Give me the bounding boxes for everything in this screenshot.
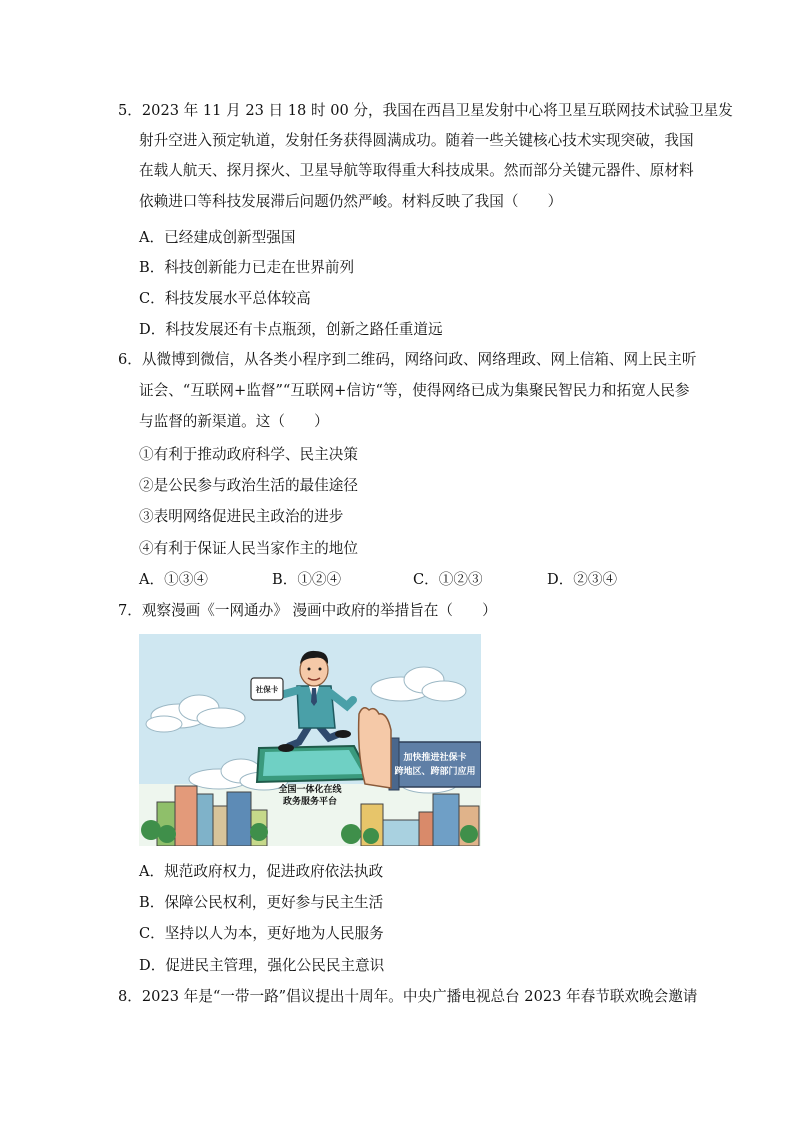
q5-option-b: B．科技创新能力已走在世界前列: [139, 259, 355, 276]
q5-stem-line-2: 射升空进入预定轨道，发射任务获得圆满成功。随着一些关键核心技术实现突破，我国: [139, 132, 694, 149]
q5-option-c: C．科技发展水平总体较高: [139, 290, 311, 307]
platform-label-2: 政务服务平台: [282, 797, 338, 807]
phone-platform: [257, 746, 371, 782]
q6-option-b: B．①②④: [272, 571, 342, 588]
q5-stem-line-3: 在载人航天、探月探火、卫星导航等取得重大科技成果。然而部分关键元器件、原材料: [139, 162, 694, 179]
q5-stem-line-1: 5．2023 年 11 月 23 日 18 时 00 分，我国在西昌卫星发射中心将卫星互联网技术试验卫星发: [118, 102, 733, 119]
cartoon-illustration: [139, 634, 481, 846]
sleeve-label-2: 跨地区、跨部门应用: [394, 767, 476, 777]
q5-stem-line-4: 依赖进口等科技发展滞后问题仍然严峻。材料反映了我国（ ）: [139, 193, 563, 210]
q7-option-c: C．坚持以人为本，更好地为人民服务: [139, 925, 384, 942]
q6-option-d: D．②③④: [547, 571, 618, 588]
q5-option-d: D．科技发展还有卡点瓶颈，创新之路任重道远: [139, 321, 443, 338]
q5-option-a: A．已经建成创新型强国: [139, 229, 296, 246]
q6-stem-line-3: 与监督的新渠道。这（ ）: [139, 413, 329, 430]
card-label: 社保卡: [255, 685, 279, 694]
cartoon-one-network-service: [139, 634, 481, 846]
q6-stem-line-2: 证会、“互联网+监督”“互联网+信访“等，使得网络已成为集聚民智民力和拓宽人民参: [139, 382, 690, 399]
q6-statement-2: ②是公民参与政治生活的最佳途径: [139, 477, 358, 494]
q7-option-d: D．促进民主管理，强化公民民主意识: [139, 957, 385, 974]
q6-statement-1: ①有利于推动政府科学、民主决策: [139, 446, 358, 463]
q6-option-c: C．①②③: [413, 571, 483, 588]
q6-option-a: A．①③④: [139, 571, 208, 588]
platform-label-1: 全国一体化在线: [278, 785, 342, 795]
q7-stem: 7．观察漫画《一网通办》 漫画中政府的举措旨在（ ）: [118, 602, 497, 619]
sleeve-label-1: 加快推进社保卡: [403, 753, 467, 763]
q8-stem-line-1: 8．2023 年是“一带一路”倡议提出十周年。中央广播电视总台 2023 年春节联欢晚会邀请: [118, 988, 698, 1005]
q7-option-b: B．保障公民权利，更好参与民主生活: [139, 894, 384, 911]
q7-option-a: A．规范政府权力，促进政府依法执政: [139, 863, 384, 880]
q6-statement-3: ③表明网络促进民主政治的进步: [139, 508, 344, 525]
q6-statement-4: ④有利于保证人民当家作主的地位: [139, 540, 358, 557]
q6-stem-line-1: 6．从微博到微信，从各类小程序到二维码，网络问政、网络理政、网上信箱、网上民主听: [118, 351, 697, 368]
